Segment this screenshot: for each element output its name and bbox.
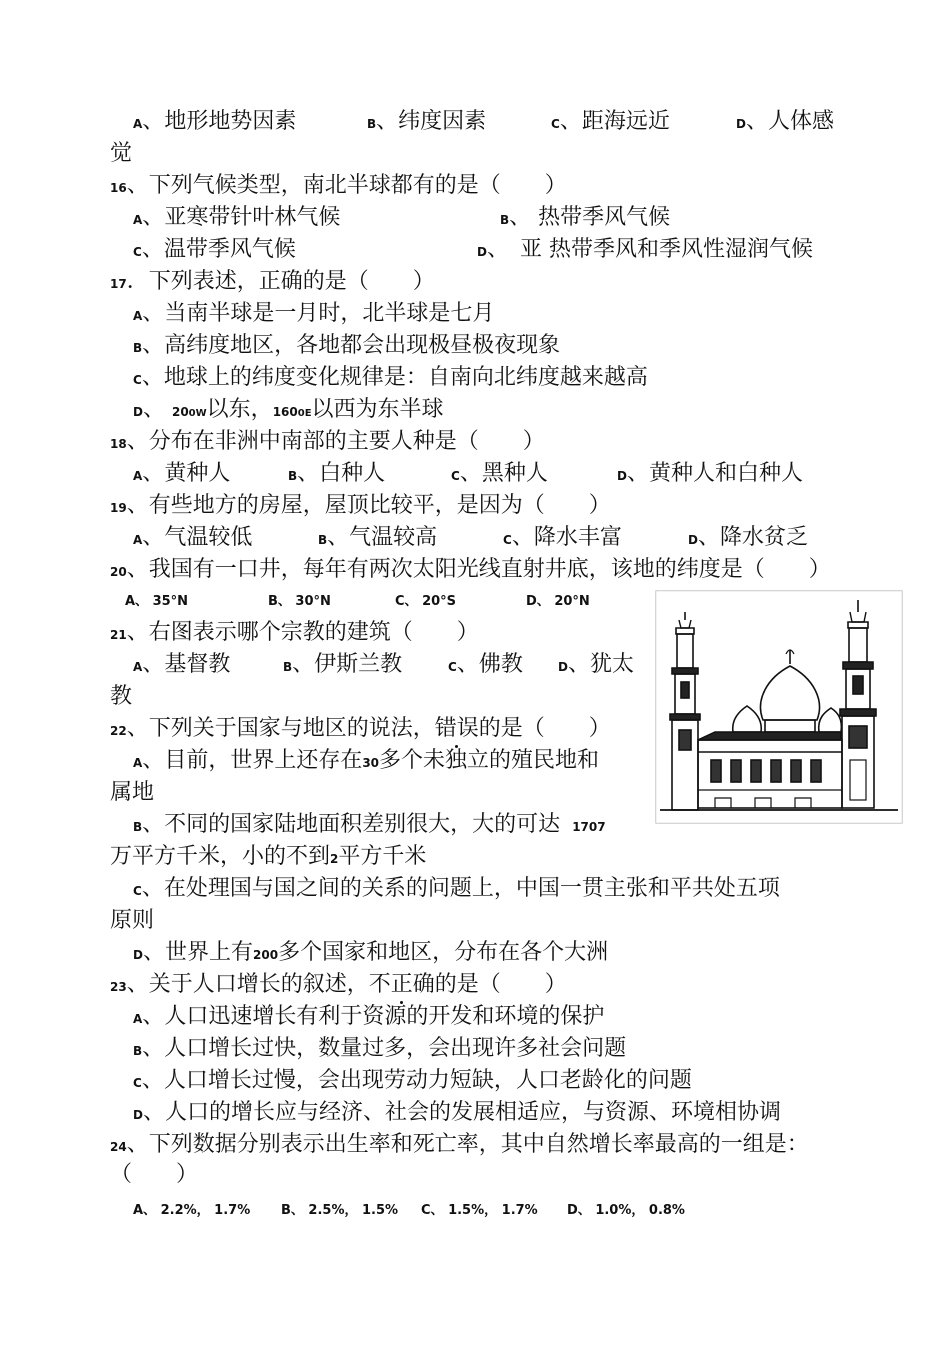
q20-stem: 20、我国有一口井，每年有两次太阳光线直射井底，该地的纬度是（ ） xyxy=(110,557,831,582)
q17-stem: 17．下列表述，正确的是（ ） xyxy=(110,269,435,294)
q20-option-b: B、 30°N xyxy=(268,594,331,609)
q18-option-d: D、黄种人和白种人 xyxy=(617,461,803,486)
q24-option-a: A、 2.2%， 1.7% xyxy=(133,1203,251,1218)
q24-option-b: B、 2.5%， 1.5% xyxy=(281,1203,399,1218)
q19-option-c: C、降水丰富 xyxy=(503,525,622,550)
emphasis-dot-text: 不正确 xyxy=(369,970,435,1000)
q22-option-c-wrap: 原则 xyxy=(110,908,155,933)
q22-option-a: A、目前，世界上还存在30多个未独立的殖民地和 xyxy=(133,748,600,773)
q23-stem: 23、关于人口增长的叙述，不正确的是（ ） xyxy=(110,970,567,1002)
q18-option-b: B、白种人 xyxy=(288,461,386,486)
q23-option-d: D、人口的增长应与经济、社会的发展相适应，与资源、环境相协调 xyxy=(133,1100,781,1125)
q24-stem-paren: （ ） xyxy=(110,1162,199,1187)
q21-option-b: B、伊斯兰教 xyxy=(283,652,403,677)
q17-option-c: C、地球上的纬度变化规律是：自南向北纬度越来越高 xyxy=(133,365,648,390)
q21-option-c: C、佛教 xyxy=(448,652,523,677)
q24-option-d: D、 1.0%， 0.8% xyxy=(567,1203,685,1218)
q20-option-c: C、 20°S xyxy=(395,594,457,609)
q19-option-a: A、气温较低 xyxy=(133,525,253,550)
q18-option-a: A、黄种人 xyxy=(133,461,231,486)
q20-option-a: A、 35°N xyxy=(125,594,189,609)
q24-option-c: C、 1.5%， 1.7% xyxy=(421,1203,538,1218)
q15-option-d-wrap: 觉 xyxy=(110,141,133,166)
q17-option-d: D、 200W以东，1600E以西为东半球 xyxy=(133,397,444,422)
q15-option-d: D、人体感 xyxy=(736,109,834,134)
q22-option-b: B、不同的国家陆地面积差别很大，大的可达 1707 xyxy=(133,812,606,837)
q16-option-c: C、温带季风气候 xyxy=(133,237,296,262)
q15-option-c: C、距海远近 xyxy=(551,109,670,134)
q21-option-d: D、犹太 xyxy=(558,652,634,677)
q16-option-a: A、亚寒带针叶林气候 xyxy=(133,205,341,230)
q16-option-d: D、 亚 热带季风和季风性湿润气候 xyxy=(477,237,813,262)
q20-option-d: D、 20°N xyxy=(526,594,590,609)
q16-stem: 16、下列气候类型，南北半球都有的是（ ） xyxy=(110,173,567,198)
q19-stem: 19、有些地方的房屋，屋顶比较平，是因为（ ） xyxy=(110,493,611,518)
q21-option-d-wrap: 教 xyxy=(110,684,133,709)
q22-option-a-wrap: 属地 xyxy=(110,780,155,805)
q15-option-a: A、地形地势因素 xyxy=(133,109,297,134)
q19-option-b: B、气温较高 xyxy=(318,525,438,550)
q23-option-a: A、人口迅速增长有利于资源的开发和环境的保护 xyxy=(133,1004,605,1029)
mosque-illustration-icon xyxy=(655,590,903,824)
q23-option-c: C、人口增长过慢，会出现劳动力短缺，人口老龄化的问题 xyxy=(133,1068,692,1093)
q21-option-a: A、基督教 xyxy=(133,652,231,677)
q19-option-d: D、降水贫乏 xyxy=(688,525,808,550)
q24-stem: 24、下列数据分别表示出生率和死亡率，其中自然增长率最高的一组是： xyxy=(110,1132,809,1157)
q17-option-b: B、高纬度地区，各地都会出现极昼极夜现象 xyxy=(133,333,561,358)
q18-option-c: C、黑种人 xyxy=(451,461,548,486)
q22-option-c: C、在处理国与国之间的关系的问题上，中国一贯主张和平共处五项 xyxy=(133,876,780,901)
q22-stem: 22、下列关于国家与地区的说法，错误的是（ ） xyxy=(110,714,611,746)
q23-option-b: B、人口增长过快，数量过多，会出现许多社会问题 xyxy=(133,1036,627,1061)
q21-stem: 21、右图表示哪个宗教的建筑（ ） xyxy=(110,620,479,645)
q16-option-b: B、 热带季风气候 xyxy=(500,205,671,230)
emphasis-dot-text: 错误 xyxy=(435,714,479,744)
q22-option-b-wrap: 万平方千米，小的不到2平方千米 xyxy=(110,844,427,869)
q15-option-b: B、纬度因素 xyxy=(367,109,487,134)
q18-stem: 18、分布在非洲中南部的主要人种是（ ） xyxy=(110,429,545,454)
q17-option-a: A、当南半球是一月时，北半球是七月 xyxy=(133,301,495,326)
q22-option-d: D、世界上有200多个国家和地区，分布在各个大洲 xyxy=(133,940,609,965)
